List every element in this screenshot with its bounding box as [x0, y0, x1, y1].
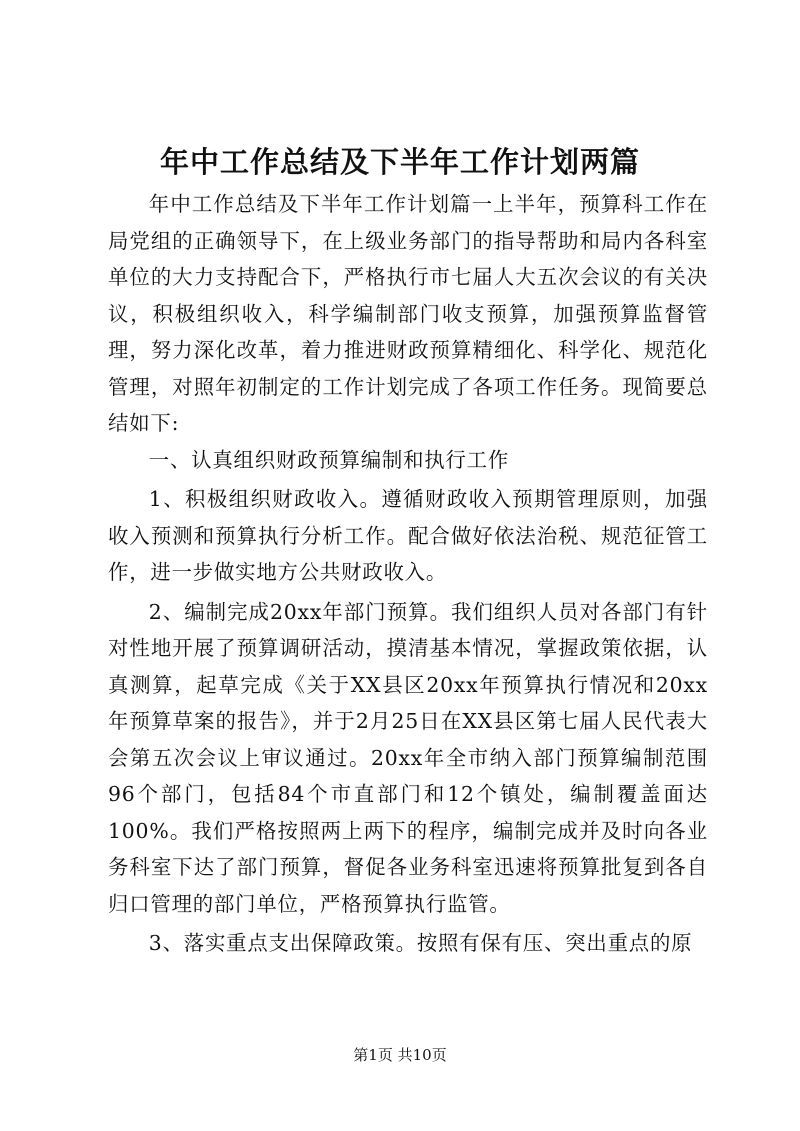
document-body [108, 186, 708, 962]
paragraph-item-2: 2、编制完成20xx年部门预算。我们组织人员对各部门有针对性地开展了预算调研活动，摸清基本情况，掌握政策依据，认真测算，起草完成《关于XX县区20xx年预算执行情况和20xx年预算草案的报告》，并于2月25日在XX县区第七届人民代表大会第五次会议上审议通过。20xx年全市纳入部门预算编制范围96个部门，包括84个市直部门和12个镇处，编制覆盖面达100%。我们严格按照两上两下的程序，编制完成并及时向各业务科室下达了部门预算，督促各业务科室迅速将预算批复到各自归口管理的部门单位，严格预算执行监管。 [108, 599, 708, 916]
paragraph-item-3: 3、落实重点支出保障政策。按照有保有压、突出重点的原 [148, 931, 693, 955]
page-footer: 第1页 共10页 [353, 1046, 447, 1064]
paragraph-item-1: 1、积极组织财政收入。遵循财政收入预期管理原则，加强收入预测和预算执行分析工作。配合做好依法治税、规范征管工作，进一步做实地方公共财政收入。 [108, 487, 708, 584]
document-title: 年中工作总结及下半年工作计划两篇 [159, 145, 640, 179]
section-heading: 一、认真组织财政预算编制和执行工作 [148, 447, 510, 472]
paragraph-intro: 年中工作总结及下半年工作计划篇一上半年，预算科工作在局党组的正确领导下，在上级业务部门的指导帮助和局内各科室单位的大力支持配合下，严格执行市七届人大五次会议的有关决议，积极组织收入，科学编制部门收支预算，加强预算监督管理，努力深化改革，着力推进财政预算精细化、科学化、规范化管理，对照年初制定的工作计划完成了各项工作任务。现简要总结如下: [108, 192, 708, 435]
